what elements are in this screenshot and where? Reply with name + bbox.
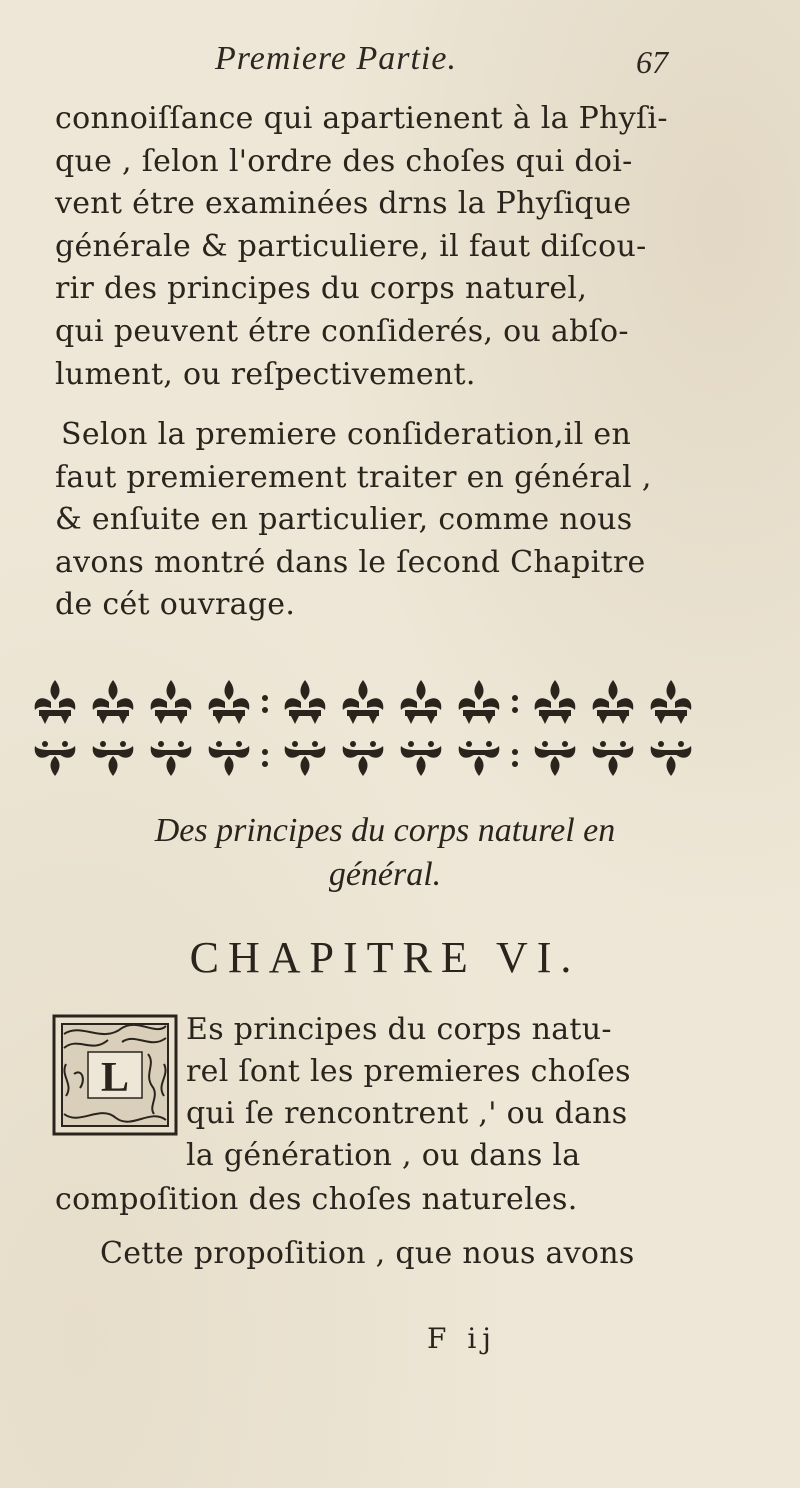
chapter-text-line: Cette propoſition , que nous avons <box>100 1236 635 1271</box>
text-line: qui peuvent étre conſiderés, ou abſo- <box>55 313 629 349</box>
fleuron-band-ornament <box>25 672 715 784</box>
page-header <box>0 40 800 100</box>
section-title-line1: Des principes du corps naturel en <box>154 812 616 849</box>
chapter-text-line: qui ſe rencontrent ,' ou dans <box>186 1096 628 1131</box>
drop-cap-letter: L <box>100 1055 130 1101</box>
decorated-initial-L-icon <box>52 1014 178 1136</box>
text-line: lument, ou reſpectivement. <box>55 356 476 392</box>
signature-mark: F ij <box>427 1322 497 1355</box>
text-line: vent étre examinées drns la Phyſique <box>55 186 632 222</box>
chapter-text-line: rel ſont les premieres choſes <box>186 1054 631 1089</box>
chapter-text-line: Es principes du corps natu- <box>186 1012 612 1047</box>
chapter-heading: CHAPITRE VI. <box>189 933 581 982</box>
text-line: rir des principes du corps naturel, <box>55 271 588 307</box>
paragraph-selon <box>55 414 715 627</box>
chapter-text-line: compoſition des choſes natureles. <box>55 1182 578 1217</box>
chapter-text-line: la génération , ou dans la <box>186 1138 581 1173</box>
text-line: faut premierement traiter en général , <box>55 459 652 495</box>
section-title-line2: général. <box>328 856 442 893</box>
text-line: connoiſſance qui apartienent à la Phyſi- <box>55 101 668 136</box>
text-line: que , ſelon l'ordre des choſes qui doi- <box>55 143 633 179</box>
running-title: Premiere Partie. <box>215 40 457 77</box>
paragraph-continuation <box>55 98 715 396</box>
text-line: & enſuite en particulier, comme nous <box>55 502 633 538</box>
text-line: avons montré dans le ſecond Chapitre <box>55 544 646 580</box>
text-line: Selon la premiere conſideration,il en <box>61 417 632 452</box>
page-number: 67 <box>636 44 668 80</box>
text-line: générale & particuliere, il faut diſcou- <box>55 228 647 264</box>
text-line: de cét ouvrage. <box>55 587 296 623</box>
